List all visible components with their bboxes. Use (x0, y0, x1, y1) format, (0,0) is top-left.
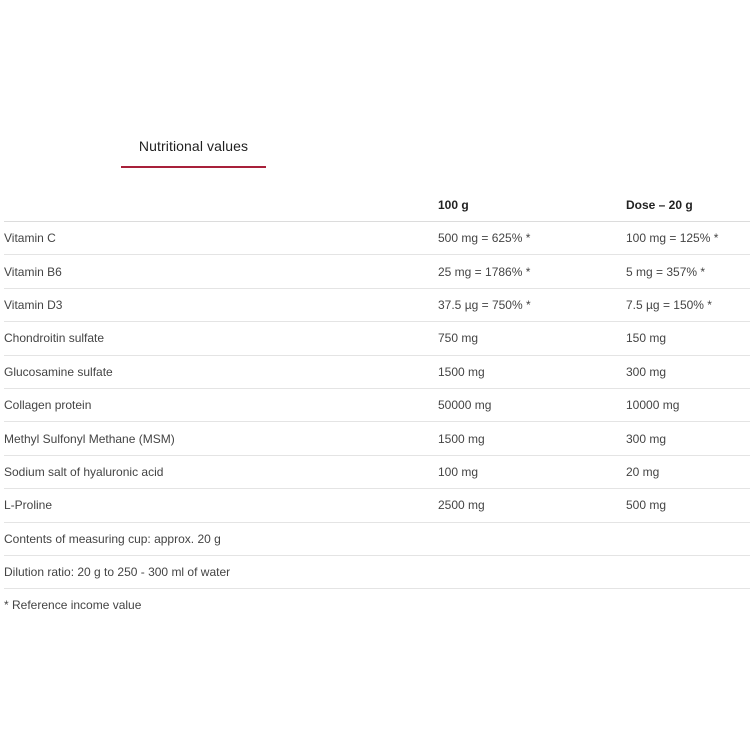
nutrient-name: Glucosamine sulfate (4, 355, 438, 388)
table-row (4, 455, 750, 488)
table-row (4, 388, 750, 421)
table-row (4, 255, 750, 288)
tab-nutritional-values[interactable]: Nutritional values (121, 128, 266, 168)
note-measuring-cup: Contents of measuring cup: approx. 20 g (4, 522, 750, 555)
value-per-100g: 1500 mg (438, 355, 626, 388)
value-per-100g: 37.5 µg = 750% * (438, 288, 626, 321)
value-per-100g: 500 mg = 625% * (438, 222, 626, 255)
value-per-dose: 500 mg (626, 489, 750, 522)
table-row (4, 288, 750, 321)
table-row (4, 355, 750, 388)
table-header-row (4, 188, 750, 222)
value-per-dose: 5 mg = 357% * (626, 255, 750, 288)
nutrient-name: Methyl Sulfonyl Methane (MSM) (4, 422, 438, 455)
value-per-dose: 7.5 µg = 150% * (626, 288, 750, 321)
nutrient-name: Chondroitin sulfate (4, 322, 438, 355)
value-per-dose: 100 mg = 125% * (626, 222, 750, 255)
value-per-100g: 25 mg = 1786% * (438, 255, 626, 288)
header-name (4, 188, 438, 222)
tab-bar (0, 128, 750, 170)
value-per-100g: 1500 mg (438, 422, 626, 455)
note-dilution-ratio: Dilution ratio: 20 g to 250 - 300 ml of water (4, 555, 750, 588)
header-per-dose: Dose – 20 g (626, 188, 750, 222)
nutrient-name: Vitamin C (4, 222, 438, 255)
value-per-dose: 20 mg (626, 455, 750, 488)
value-per-100g: 2500 mg (438, 489, 626, 522)
nutrient-name: L-Proline (4, 489, 438, 522)
header-per-100g: 100 g (438, 188, 626, 222)
note-row (4, 589, 750, 622)
note-row (4, 522, 750, 555)
nutrient-name: Collagen protein (4, 388, 438, 421)
value-per-100g: 100 mg (438, 455, 626, 488)
value-per-dose: 10000 mg (626, 388, 750, 421)
nutrition-table (4, 188, 750, 622)
table-row (4, 222, 750, 255)
table-row (4, 489, 750, 522)
nutrient-name: Vitamin B6 (4, 255, 438, 288)
value-per-100g: 50000 mg (438, 388, 626, 421)
value-per-100g: 750 mg (438, 322, 626, 355)
nutrient-name: Vitamin D3 (4, 288, 438, 321)
value-per-dose: 150 mg (626, 322, 750, 355)
nutrient-name: Sodium salt of hyaluronic acid (4, 455, 438, 488)
value-per-dose: 300 mg (626, 422, 750, 455)
value-per-dose: 300 mg (626, 355, 750, 388)
table-row (4, 322, 750, 355)
table-row (4, 422, 750, 455)
note-row (4, 555, 750, 588)
note-reference-value: * Reference income value (4, 598, 142, 613)
